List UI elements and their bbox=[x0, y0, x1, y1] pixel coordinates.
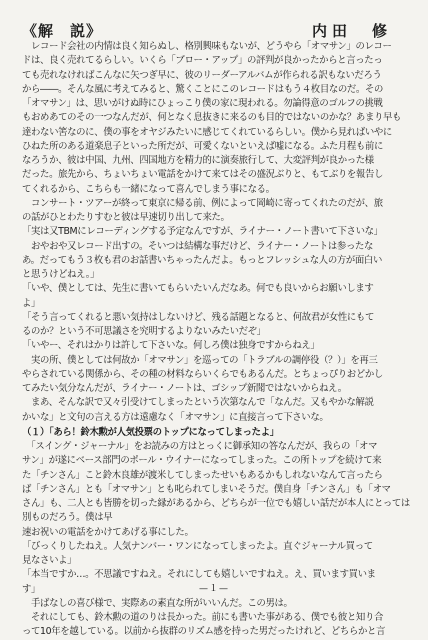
dialogue-line: 「いや、僕としては、先生に書いてもらいたいんだなあ。何でも良いからお願いします よ」 bbox=[22, 283, 374, 309]
paragraph: 「スイング・ジャーナル」をお読みの方はとっくに御承知の答なんだが、我らの「オマ サン」が遂にベース部門のポール・ウイナーになってしまった。この所トップを続けて来 た「チンさん」こと鈴木良雄が渡米してしまったせいもあるかもしれないなんて言ったら ば「チンさん」とも「オマサン」とも叱られてしまいそうだ。僕自身「チンさん」も「オマ さん」も、二人とも皆勝を切った縁があるから、どちらが一位でも嬉しい話だが本人にとっては別ものだろう。僕は早 速お祝いの電話をかけてあげる事にした。 bbox=[22, 441, 410, 538]
page-title: 《解 説》 bbox=[22, 22, 103, 40]
paragraph: 実の所、僕としては何故か「オマサン」を巡っての「トラブルの調停役（？）」を再三 やらされている関係から、その種の材料ならいくらでもあるんだ。とちょっぴりおどかし てみたい気分なんだが、ライナー・ノートは、ゴシップ新聞ではないからねえ。 bbox=[22, 354, 383, 394]
paragraph: まあ、そんな訳で又々引受けてしまったという次第なんで「なんだ。又もやかな解説 かいな」と文句の言える方は遠慮なく「オマサン」に直接言って下さいな。 bbox=[22, 397, 374, 423]
dialogue-line: 「いやー、それはかりは許して下さいな。何しろ僕は独身ですからねえ」 bbox=[22, 340, 320, 352]
author-name: 内田 修 bbox=[311, 22, 392, 40]
paragraph: コンサート・ツアーが終って東京に帰る前、例によって岡崎に寄ってくれたのだが、旅 の話がひとわたりすむと彼は早速切り出して来た。 bbox=[22, 197, 383, 223]
dialogue-line: 「びっくりしたねえ。人気ナンバー・ワンになってしまったよ。直ぐジャーナル買って 見なさいよ」 bbox=[22, 540, 373, 566]
dialogue-line: 「そう言ってくれると悪い気持はしないけど、残る話題となると、何故君が女性にもて るのか？という不可思議さを究明するよりないみたいだぞ」 bbox=[22, 311, 374, 337]
dialogue-line: 「本当ですか…。不思議ですねえ。それにしても嬉しいですねえ。え、買います買いま す」 bbox=[22, 569, 376, 595]
paragraph: それにしても、鈴木勲の道のりは長かった。前にも書いた事がある、僕でも彼と知り合 って10年を越している。以前から抜群のリズム感を持った男だったけれど、どちらかと言 bbox=[22, 612, 386, 638]
paragraph: レコード会社の内情は良く知らぬし、格別興味もないが、どうやら「オマサン」のレコー ドは、良く売れてるらしい。いくら「ブロー・アップ」の評判が良かったからと言ったっ ても売れなければこんなに矢つぎ早に、彼のリーダーアルバムが作られる訳もないだろう から――。そんな風に考えてみると、驚くことにこのレコードはもう４枚目なのだ。その 「オマサン」は、思いがけぬ時にひょっこり僕の家に現われる。勿論得意のゴルフの挑戦 もおめあてのその一つなんだが、何となく息抜きに来るのも目的ではないのかな？あまり早も 達わない筈なのに、僕の事をオヤジみたいに感じてくれているらしい。僕から見ればいやに ひねた所のある道楽息子といった所だが、可愛くないといえば嘘になる。ふた月程も前に なろうか、彼は中国、九州、四国地方を精力的に演奏旅行して、大変評判が良かった様 だった。旅先から、ちょいちょい電話をかけて来てはその盛況ぶりと、もてぶりを報告し てくれるから、こちらも一緒になって喜んでしまう事になる。 bbox=[22, 41, 402, 195]
paragraph: 手ばなしの喜び様で、実際あの素直な所がいいんだ。この男は。 bbox=[22, 597, 293, 609]
dialogue-line: おやおや又レコード出すの。そいつは結構な事だけど、ライナー・ノートは参ったな あ。だってもう３枚も君のお話書いちゃったんだよ。もっとフレッシュな人の方が面白い と思うけどねえ。」 bbox=[22, 240, 382, 280]
page-number: —１— bbox=[198, 584, 229, 594]
dialogue-line: 「実は又TBMにレコーディングする予定なんですが、ライナー・ノート書いて下さいな」 bbox=[22, 226, 383, 238]
section-heading: （１）「あら！鈴木勲が人気投票のトップになってしまったよ」 bbox=[22, 426, 279, 438]
article-body bbox=[22, 40, 410, 640]
